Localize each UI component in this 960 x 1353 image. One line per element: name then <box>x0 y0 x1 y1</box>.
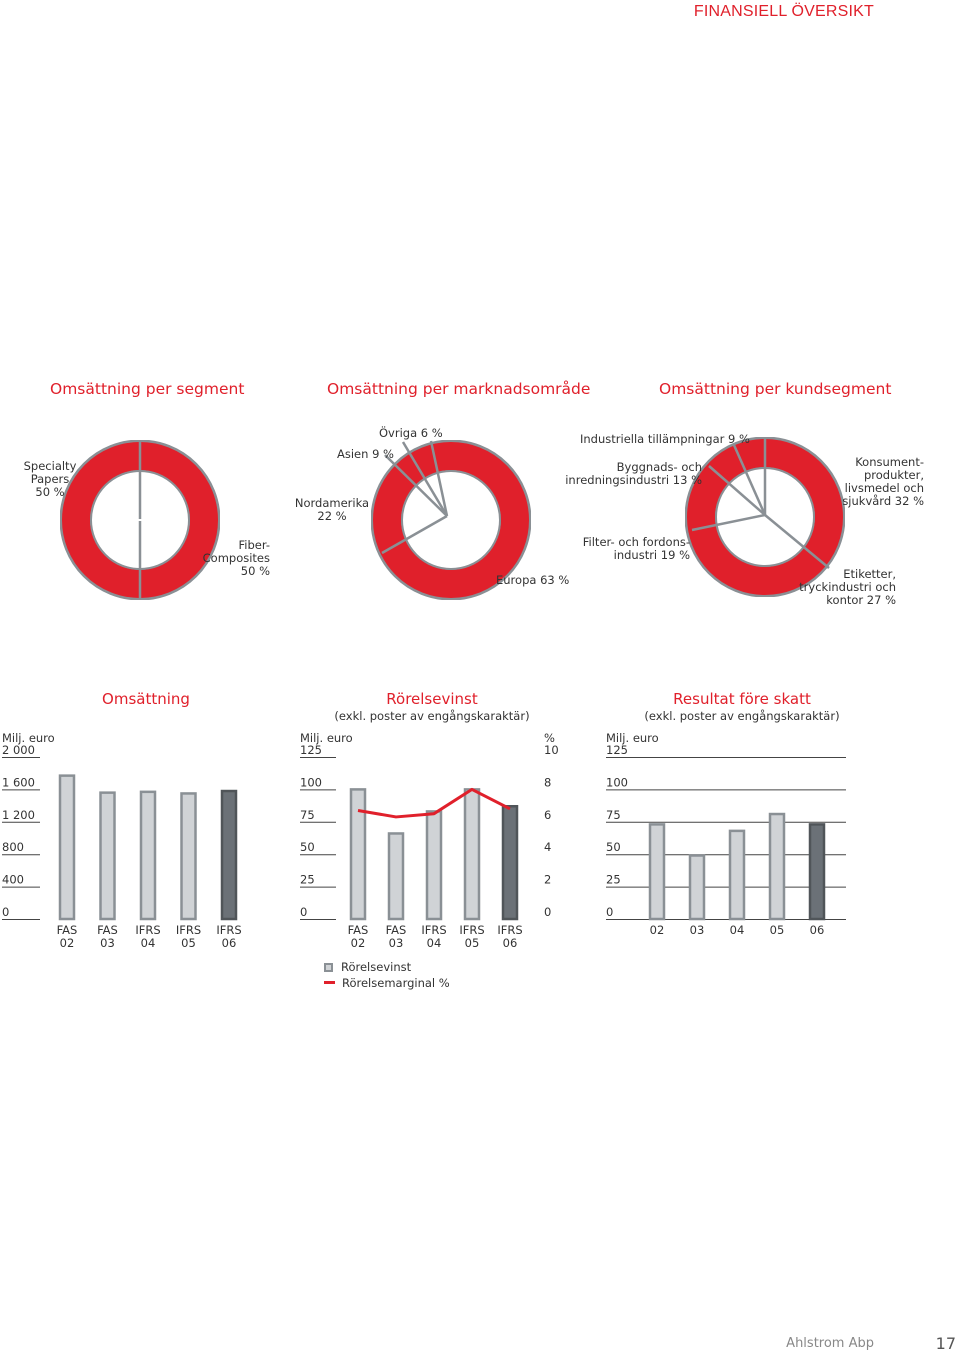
y-tick-label: 400 <box>2 872 24 887</box>
bar-chart-resultat <box>603 725 853 955</box>
slice-label-etiketter: Etiketter, tryckindustri och kontor 27 % <box>799 567 896 607</box>
x-tick-label: IFRS <box>135 923 161 937</box>
x-tick-label: IFRS <box>175 923 202 937</box>
bar <box>730 831 744 919</box>
slice-label-konsument: Konsument- produkter, livsmedel och sjukvård 32 % <box>842 455 924 508</box>
x-tick-label: FAS <box>97 923 118 937</box>
x-tick-label: 02 <box>350 936 366 950</box>
x-tick-label: 02 <box>59 936 75 950</box>
y-tick-label: 100 <box>300 775 322 790</box>
bar <box>465 789 479 919</box>
bar <box>503 806 517 919</box>
bar <box>182 793 196 919</box>
legend-swatch-bar <box>324 963 333 972</box>
chart-subtitle-resultat: (exkl. poster av engångskaraktär) <box>644 709 840 723</box>
slice-label-specialty-papers: Specialty Papers 50 % <box>23 459 77 499</box>
y-tick-label: 25 <box>606 872 621 887</box>
x-tick-label: 03 <box>388 936 404 950</box>
bar <box>60 776 74 919</box>
bar <box>222 791 236 919</box>
section-title-customer: Omsättning per kundsegment <box>659 380 892 398</box>
section-title-market: Omsättning per marknadsområde <box>327 380 591 398</box>
bar <box>351 789 365 919</box>
series-line-rorelsemarginal <box>358 789 510 817</box>
slice-label-filter: Filter- och fordons- industri 19 % <box>582 535 690 562</box>
y-tick-label: 125 <box>606 743 628 757</box>
bar <box>427 811 441 919</box>
bar-chart-rorelsevinst <box>296 725 570 955</box>
x-tick-label: IFRS <box>459 923 485 937</box>
chart-title-resultat: Resultat före skatt <box>673 690 811 708</box>
x-tick-label: 04 <box>426 936 442 950</box>
y-tick-label: 1 600 <box>2 775 35 790</box>
chart-title-rorelsevinst: Rörelsevinst <box>386 690 478 708</box>
y2-tick-label: 0 <box>544 905 552 919</box>
y-tick-label: 0 <box>300 905 308 919</box>
bar <box>650 824 664 919</box>
x-tick-label: FAS <box>56 923 78 937</box>
legend-swatch-line <box>324 981 335 984</box>
slice-label-nordamerika: Nordamerika 22 % <box>294 496 370 523</box>
axis-unit-label: Milj. euro <box>606 731 659 745</box>
legend-item-line: Rörelsemarginal % <box>324 976 450 990</box>
chart-title-omsattning: Omsättning <box>102 690 190 708</box>
bar-chart-omsattning <box>0 725 290 955</box>
axis-unit-label: Milj. euro <box>300 731 353 745</box>
y2-tick-label: 6 <box>544 807 552 822</box>
y2-tick-label: 2 <box>544 872 552 887</box>
slice-label-fiber-composites: Fiber- Composites 50 % <box>202 538 270 578</box>
x-tick-label: 06 <box>809 923 825 937</box>
x-tick-label: 05 <box>464 936 480 950</box>
bar <box>101 793 115 919</box>
page-number: 17 <box>935 1334 956 1353</box>
x-tick-label: 04 <box>140 936 156 950</box>
bar <box>810 824 824 919</box>
axis-unit-label-right: % <box>544 731 555 745</box>
slice-label-byggnads: Byggnads- och inredningsindustri 13 % <box>565 460 702 487</box>
y-tick-label: 1 200 <box>2 807 35 822</box>
y-tick-label: 2 000 <box>2 743 35 757</box>
legend-item-bar: Rörelsevinst <box>324 960 411 974</box>
section-title-segment: Omsättning per segment <box>50 380 245 398</box>
y-tick-label: 75 <box>300 807 315 822</box>
y-tick-label: 75 <box>606 807 621 822</box>
x-tick-label: 03 <box>689 923 705 937</box>
y-tick-label: 0 <box>2 905 10 919</box>
y2-tick-label: 8 <box>544 775 552 790</box>
bar <box>389 833 403 919</box>
y-tick-label: 800 <box>2 840 24 855</box>
x-tick-label: IFRS <box>497 923 523 937</box>
y-tick-label: 50 <box>606 840 621 855</box>
y-tick-label: 0 <box>606 905 614 919</box>
y-tick-label: 100 <box>606 775 628 790</box>
slice-label-industriella: Industriella tillämpningar 9 % <box>580 432 750 446</box>
x-tick-label: FAS <box>347 923 369 937</box>
slice-label-asien: Asien 9 % <box>337 447 394 461</box>
y2-tick-label: 10 <box>544 743 559 757</box>
x-tick-label: IFRS <box>421 923 447 937</box>
bar <box>770 814 784 919</box>
x-tick-label: 05 <box>181 936 196 950</box>
axis-unit-label: Milj. euro <box>2 731 55 745</box>
bar <box>690 855 704 919</box>
slice-label-ovriga: Övriga 6 % <box>379 426 443 440</box>
bar <box>141 792 155 919</box>
y-tick-label: 125 <box>300 743 322 757</box>
y-tick-label: 50 <box>300 840 315 855</box>
x-tick-label: 04 <box>729 923 745 937</box>
page-header-title: FINANSIELL ÖVERSIKT <box>693 3 874 20</box>
x-tick-label: IFRS <box>216 923 242 937</box>
y-tick-label: 25 <box>300 872 315 887</box>
slice-label-europa: Europa 63 % <box>496 573 570 587</box>
x-tick-label: FAS <box>385 923 407 937</box>
x-tick-label: 03 <box>100 936 115 950</box>
y2-tick-label: 4 <box>544 840 552 855</box>
x-tick-label: 06 <box>502 936 518 950</box>
x-tick-label: 05 <box>769 923 785 937</box>
footer-brand: Ahlstrom Abp <box>786 1336 874 1351</box>
x-tick-label: 02 <box>649 923 665 937</box>
x-tick-label: 06 <box>221 936 237 950</box>
chart-subtitle-rorelsevinst: (exkl. poster av engångskaraktär) <box>334 709 530 723</box>
